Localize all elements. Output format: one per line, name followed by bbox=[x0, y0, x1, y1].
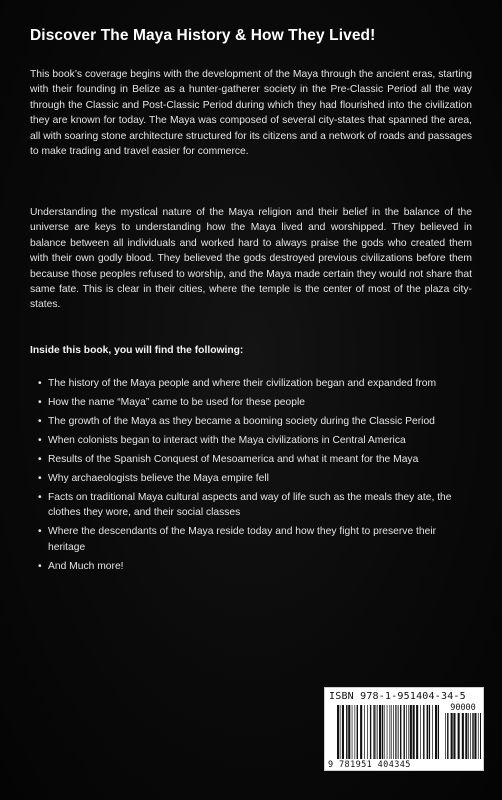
description-paragraph-1: This book’s coverage begins with the development of the Maya through the ancient eras, starting with their founding in Belize as a hunter-gatherer society in the Pre-Classic Period all the way through the Classic and Post-Classic Period during which they had flourished into the civilization they are known for today. The Maya was composed of several city-states that spanned the area, all with soaring stone architecture structured for its citizens and a network of roads and passages to make trading and travel easier for commerce. bbox=[30, 69, 472, 158]
list-item: • How the name “Maya” came to be used for these people bbox=[38, 395, 468, 410]
ean-barcode-bars bbox=[337, 705, 439, 759]
description-paragraph-2: Understanding the mystical nature of the Maya religion and their belief in the balance of the universe are keys to understanding how the Maya lived and worshipped. They believed in balance between all individuals and worked hard to always praise the gods who created them with their own godly blood. They believed the gods destroyed previous civilizations before them because those peoples refused to worship, and the Maya made certain they would not share that same fate. This is clear in their cities, where the temple is the center of most of the plaza city-states. bbox=[30, 207, 472, 311]
list-item: • Where the descendants of the Maya reside today and how they fight to preserve their heritage bbox=[38, 524, 468, 555]
list-intro: Inside this book, you will find the following: bbox=[30, 345, 244, 356]
list-item: • The history of the Maya people and where their civilization began and expanded from bbox=[38, 376, 468, 391]
list-item: • And Much more! bbox=[38, 559, 468, 574]
cover-heading: Discover The Maya History & How They Lived! bbox=[30, 27, 376, 44]
isbn-label: ISBN 978-1-951404-34-5 bbox=[329, 691, 466, 702]
list-item: • The growth of the Maya as they became a booming society during the Classic Period bbox=[38, 414, 468, 429]
addon-barcode-bars bbox=[445, 713, 481, 759]
isbn-barcode bbox=[324, 687, 484, 771]
price-addon-digits: 90000 bbox=[450, 703, 476, 713]
list-item: • When colonists began to interact with the Maya civilizations in Central America bbox=[38, 433, 468, 448]
list-item: • Why archaeologists believe the Maya empire fell bbox=[38, 471, 468, 486]
ean-digits: 9 781951 404345 bbox=[328, 760, 411, 770]
list-item: • Results of the Spanish Conquest of Mesoamerica and what it meant for the Maya bbox=[38, 452, 468, 467]
feature-list bbox=[38, 376, 468, 578]
list-item: • Facts on traditional Maya cultural aspects and way of life such as the meals they ate, the clothes they wore, and their social classes bbox=[38, 490, 468, 521]
